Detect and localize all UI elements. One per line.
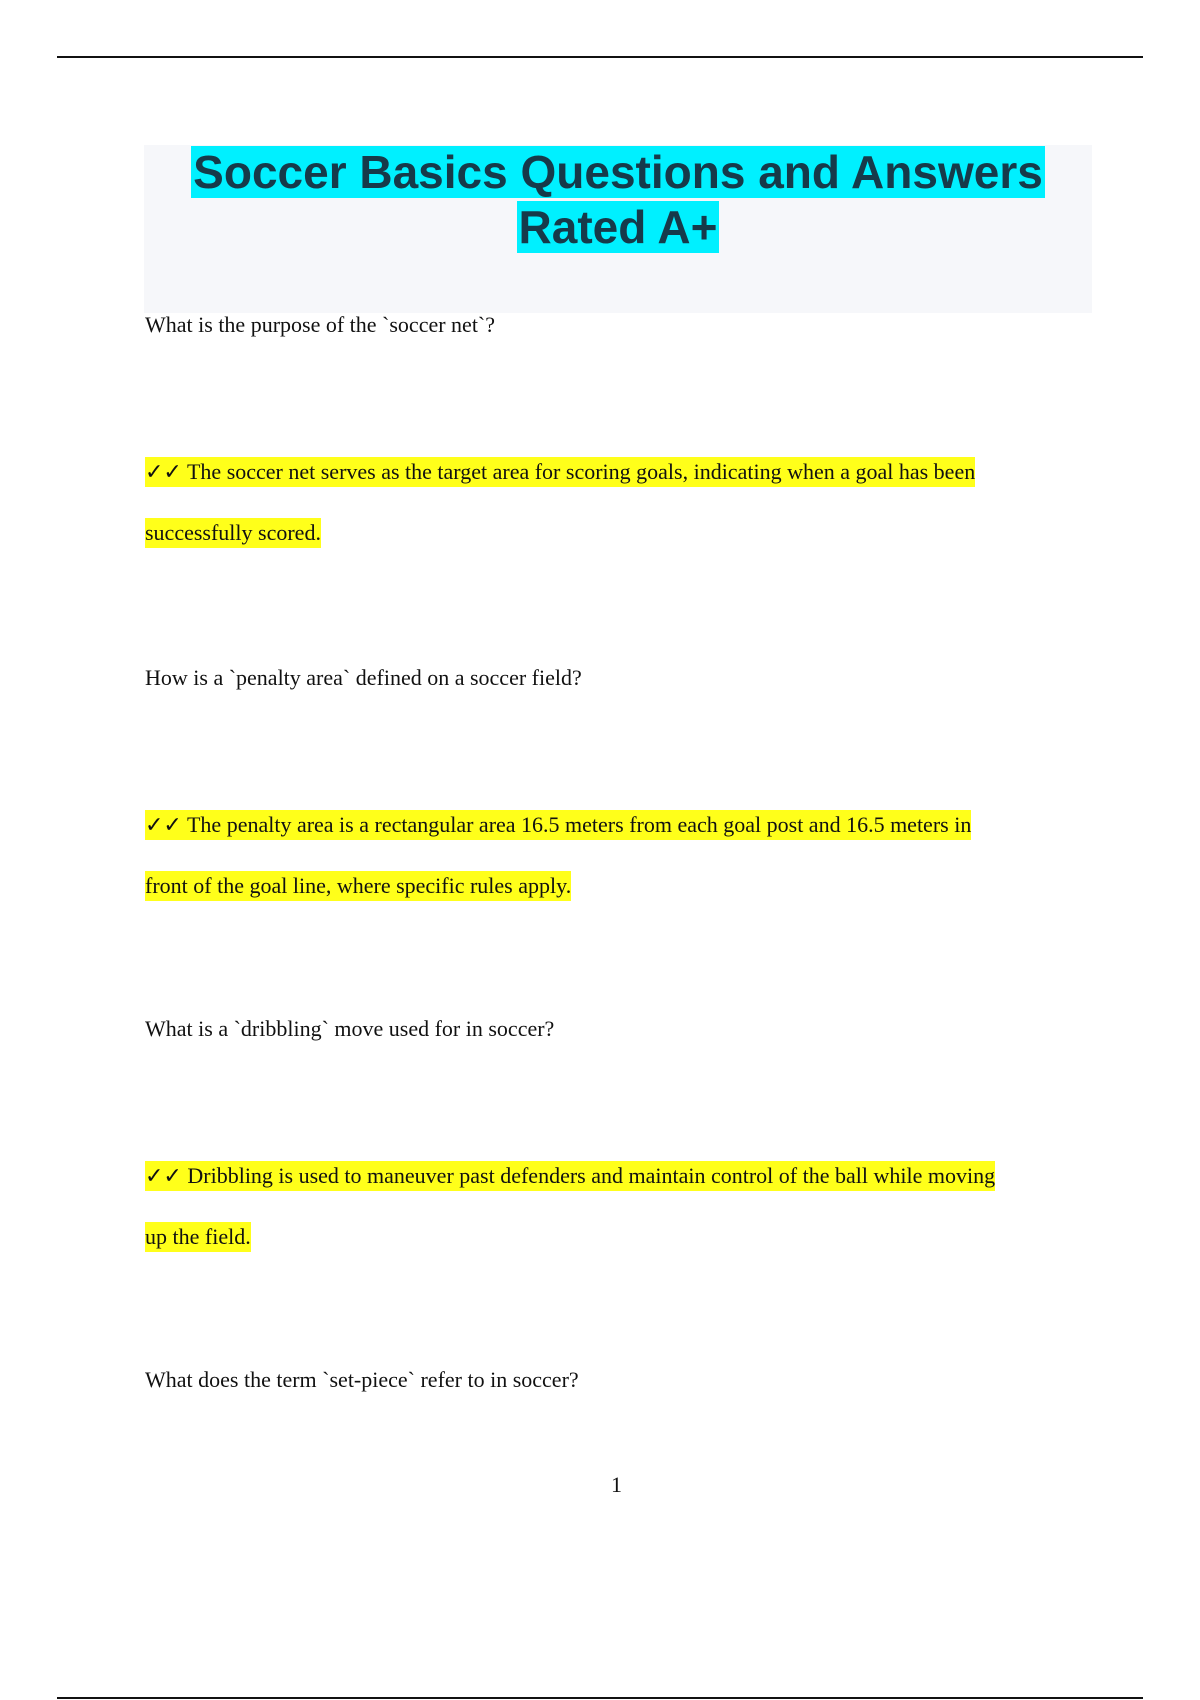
- answer-1-text-2: successfully scored.: [145, 518, 321, 548]
- answer-1-text-1: The soccer net serves as the target area for scoring goals, indicating when a goal has been: [186, 459, 976, 484]
- answer-2-text-2: front of the goal line, where specific rules apply.: [145, 871, 571, 901]
- question-1: What is the purpose of the `soccer net`?: [145, 312, 496, 337]
- answer-3-text-1: Dribbling is used to maneuver past defenders and maintain control of the ball while moving: [187, 1163, 996, 1188]
- question-2: How is a `penalty area` defined on a soccer field?: [145, 665, 582, 690]
- answer-3-line-1: [145, 1163, 995, 1189]
- question-4: What does the term `set-piece` refer to in soccer?: [145, 1367, 579, 1392]
- answer-1-line-1: [145, 459, 975, 485]
- title-line-2: Rated A+: [518, 201, 718, 253]
- answer-1-line-2: [145, 520, 321, 546]
- title-line-1: Soccer Basics Questions and Answers: [193, 146, 1043, 198]
- answer-2-text-1: The penalty area is a rectangular area 16.5 meters from each goal post and 16.5 meters in: [186, 812, 972, 837]
- header-rule: [57, 56, 1143, 58]
- answer-3-line-2: [145, 1224, 251, 1250]
- page-number: 1: [611, 1472, 622, 1497]
- title-panel: [144, 145, 1092, 313]
- check-icon: ✓✓: [145, 813, 182, 838]
- question-3: What is a `dribbling` move used for in soccer?: [145, 1016, 555, 1041]
- document-title: [144, 145, 1092, 255]
- answer-2-line-1: [145, 812, 971, 838]
- check-icon: ✓✓: [145, 460, 182, 485]
- answer-3-text-2: up the field.: [145, 1222, 251, 1252]
- answer-2-line-2: [145, 873, 571, 899]
- check-icon: ✓✓: [145, 1164, 182, 1189]
- footer-rule: [57, 1697, 1143, 1699]
